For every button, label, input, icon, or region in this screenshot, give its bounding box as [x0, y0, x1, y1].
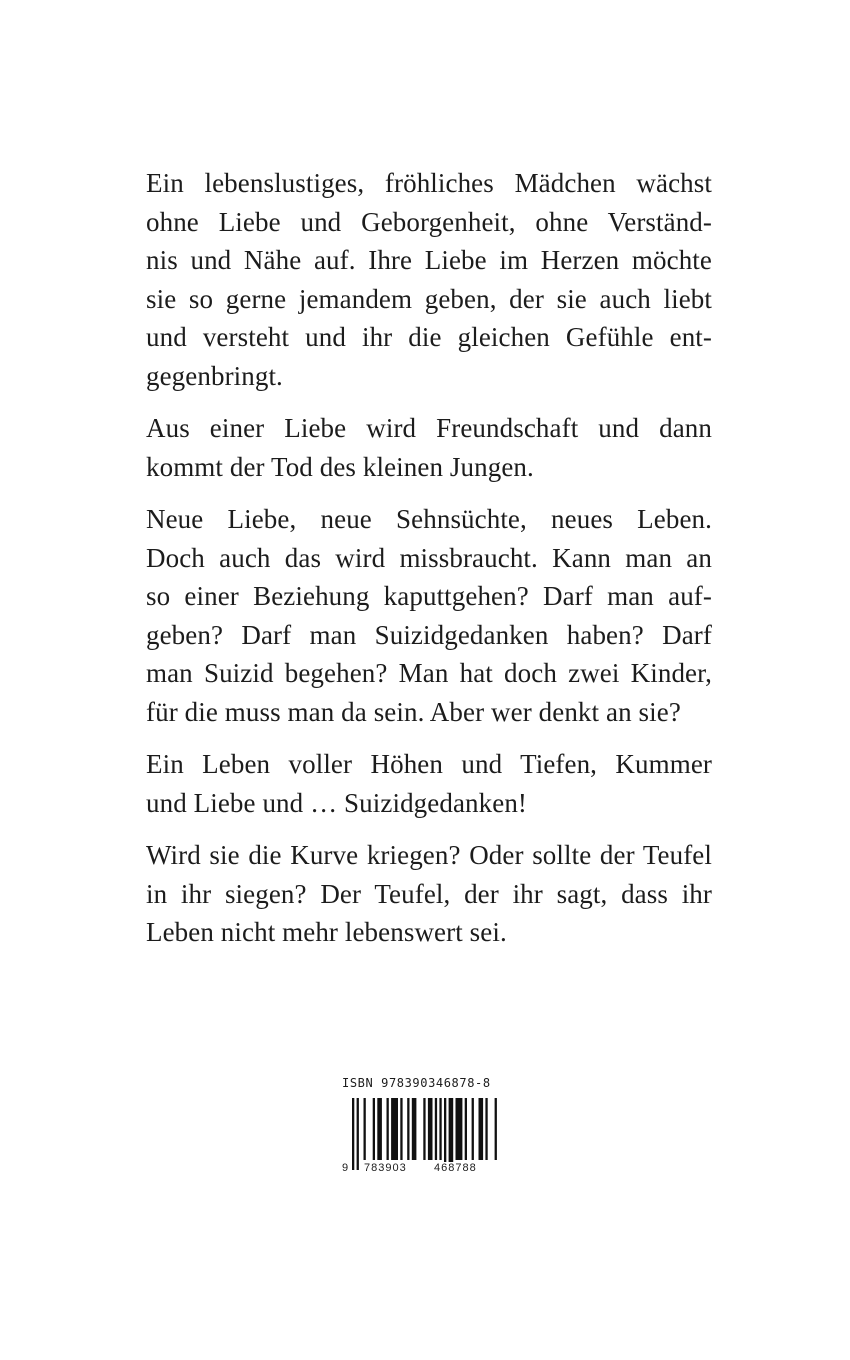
- blurb-paragraph-2: [146, 409, 712, 486]
- blurb-line: Neue Liebe, neue Sehnsüchte, neues Leben.: [146, 504, 712, 534]
- blurb-line: geben? Darf man Suizidgedanken haben? Darf: [146, 619, 712, 650]
- blurb-line: Leben nicht mehr lebenswert sei.: [146, 917, 507, 947]
- blurb-line: sie so gerne jemandem geben, der sie auch liebt: [146, 283, 712, 314]
- barcode-bar: [352, 1098, 354, 1170]
- barcode-bar: [387, 1098, 389, 1160]
- barcode-bar: [495, 1098, 497, 1160]
- blurb-line: und versteht und ihr die gleichen Gefühle ent-: [146, 322, 712, 352]
- blurb-line: nis und Nähe auf. Ihre Liebe im Herzen möchte: [146, 245, 712, 275]
- barcode-bar: [479, 1098, 484, 1160]
- barcode-right-digits: 468788: [434, 1162, 477, 1174]
- blurb-line: Wird sie die Kurve kriegen? Oder sollte der Teufel: [146, 840, 712, 870]
- barcode-bar: [377, 1098, 382, 1160]
- barcode-bar: [449, 1098, 454, 1170]
- ean-barcode: [342, 1098, 500, 1174]
- barcode-bar: [407, 1098, 409, 1160]
- barcode-bar: [364, 1098, 366, 1160]
- barcode-bar: [465, 1098, 467, 1160]
- barcode-bar: [391, 1098, 398, 1160]
- blurb-line: Aus einer Liebe wird Freundschaft und dann: [146, 413, 712, 443]
- barcode-bar: [444, 1098, 446, 1170]
- barcode-bar: [373, 1098, 375, 1160]
- blurb-line: gegenbringt.: [146, 360, 283, 391]
- blurb-line: Doch auch das wird missbraucht. Kann man an: [146, 542, 712, 573]
- barcode-bar: [412, 1098, 417, 1160]
- isbn-barcode-block: [342, 1076, 507, 1174]
- barcode-bar: [400, 1098, 402, 1160]
- barcode-bar: [485, 1098, 487, 1160]
- blurb-line: und Liebe und … Suizidgedanken!: [146, 787, 528, 818]
- barcode-bar: [428, 1098, 433, 1160]
- blurb-line: Ein lebenslustiges, fröhliches Mädchen wächst: [146, 168, 712, 198]
- barcode-bar: [423, 1098, 425, 1160]
- isbn-label: ISBN 978390346878-8: [342, 1076, 491, 1090]
- barcode-bar: [357, 1098, 359, 1170]
- barcode-bar: [456, 1098, 463, 1160]
- blurb-line: in ihr siegen? Der Teufel, der ihr sagt, dass ihr: [146, 878, 712, 909]
- barcode-first-digit: 9: [342, 1162, 349, 1174]
- barcode-bar: [435, 1098, 437, 1160]
- blurb-paragraph-3: [146, 500, 712, 731]
- blurb-line: man Suizid begehen? Man hat doch zwei Kinder,: [146, 658, 712, 688]
- blurb-line: für die muss man da sein. Aber wer denkt an sie?: [146, 696, 681, 727]
- blurb-paragraph-4: [146, 745, 712, 822]
- blurb-line: Ein Leben voller Höhen und Tiefen, Kummer: [146, 749, 712, 779]
- blurb-paragraph-1: [146, 164, 712, 395]
- blurb-paragraph-5: [146, 836, 712, 952]
- barcode-left-digits: 783903: [364, 1162, 407, 1174]
- barcode-bar: [439, 1098, 441, 1160]
- back-cover-blurb: [146, 164, 712, 966]
- blurb-line: ohne Liebe und Geborgenheit, ohne Verständ-: [146, 206, 712, 237]
- blurb-line: so einer Beziehung kaputtgehen? Darf man auf-: [146, 581, 712, 611]
- barcode-bar: [472, 1098, 474, 1160]
- blurb-line: kommt der Tod des kleinen Jungen.: [146, 451, 534, 482]
